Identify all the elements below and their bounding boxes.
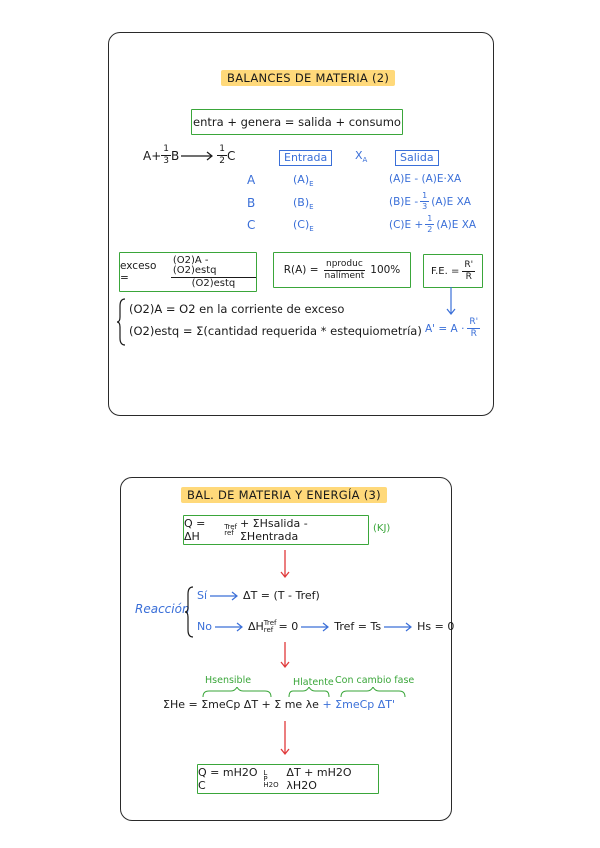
final-eq: Q = mH2O C [198, 766, 258, 792]
salida-coef [420, 192, 429, 211]
coef-num: 1 [427, 214, 433, 223]
salida-coef [425, 215, 434, 234]
a-prime-fraction [467, 318, 480, 339]
card-title [181, 484, 387, 503]
salida-pre: (C)E + [389, 218, 424, 231]
exceso-num: (O2)A - (O2)estq [171, 256, 256, 278]
label-cambio-fase [335, 675, 414, 686]
coef-num: 1 [219, 144, 225, 154]
no-eq1-indices [264, 620, 277, 633]
fe-box [423, 254, 483, 288]
brace-line-2 [129, 324, 422, 338]
rendimiento-fraction [323, 260, 367, 281]
entrada-sub: E [309, 225, 314, 234]
sum-eq-lhs: ΣHe = ΣmeCp ΔT + [163, 698, 271, 711]
salida-a [389, 173, 461, 185]
no-eq1-sub: ref [263, 625, 274, 634]
entrada-a [293, 173, 314, 188]
q-sup: Tref [224, 522, 237, 531]
reaccion-label-text: Reacción [135, 602, 190, 616]
red-down-arrow-icon [279, 642, 291, 670]
card-title [221, 67, 395, 86]
general-balance-text: entra + genera = salida + consumo [193, 115, 401, 129]
a-prime-eq [425, 318, 480, 339]
reaction-b: B [171, 148, 180, 163]
sum-eq-mid: Σ me λe [274, 698, 319, 711]
entrada-value: (A) [293, 173, 310, 186]
salida-pre: (B)E - [389, 195, 419, 208]
header-salida-text: Salida [400, 151, 434, 164]
header-x-text: X [355, 149, 363, 162]
fe-down-arrow-icon [445, 287, 457, 317]
reaction-arrow-icon [181, 151, 215, 161]
label-sensible [205, 675, 251, 686]
no-eq1: ΔH [247, 620, 264, 633]
q-sub: ref [224, 529, 234, 537]
final-equation-box [197, 764, 379, 794]
fe-num: R' [464, 259, 474, 270]
fe-lhs: F.E. = [430, 265, 460, 277]
reaction-c: C [226, 148, 236, 163]
header-x [355, 149, 367, 164]
label-sensible-text: Hsensible [205, 675, 252, 686]
species-label: B [247, 196, 256, 210]
no-eq3: Hs = 0 [417, 620, 455, 633]
coef-den: 3 [163, 156, 169, 166]
q-unit-text: (KJ) [373, 523, 391, 534]
header-salida [395, 150, 439, 166]
balances-materia-card [108, 32, 494, 416]
brace-line-2-text: (O2)estq = Σ(cantidad requerida * estequiometría) [129, 324, 422, 338]
coef-num: 1 [163, 144, 169, 154]
species-a [247, 173, 255, 187]
label-latente-text: Hlatente [293, 677, 334, 688]
entrada-sub: E [309, 203, 314, 212]
species-label: A [247, 173, 256, 187]
brace-line-1-text: (O2)A = O2 en la corriente de exceso [129, 302, 345, 316]
rendimiento-den: nalíment [324, 270, 365, 281]
entrada-b [293, 196, 314, 211]
q-equation-box [183, 515, 369, 545]
no-row [197, 620, 454, 633]
salida-b [389, 192, 471, 211]
no-eq1-sup: Tref [263, 619, 277, 628]
si-eq: ΔT = (T - Tref) [243, 589, 320, 602]
red-down-arrow-icon [279, 721, 291, 757]
coef-den: 3 [422, 202, 428, 211]
label-cambio-text: Con cambio fase [335, 675, 415, 686]
si-row [197, 589, 320, 602]
rendimiento-num: nproduc [325, 258, 363, 269]
general-balance-box [191, 109, 403, 135]
fe-fraction [462, 261, 475, 282]
a-prime-num: R' [469, 317, 479, 327]
si-label: Sí [197, 589, 208, 602]
title-highlight: BAL. DE MATERIA Y ENERGÍA (3) [181, 487, 387, 503]
species-b [247, 196, 255, 210]
reaccion-label [135, 602, 190, 616]
reaction-c-coef [217, 145, 227, 166]
a-prime-den: R [470, 329, 477, 339]
rendimiento-box [273, 252, 411, 288]
entrada-sub: E [309, 180, 314, 189]
q-eq: Q = ΔH [184, 517, 206, 543]
no-label: No [197, 620, 212, 633]
entrada-value: (C) [293, 218, 310, 231]
no-arrow-3-icon [384, 622, 414, 632]
reaction-b-coef [161, 145, 171, 166]
no-eq2: Tref = Ts [334, 620, 382, 633]
sum-eq-rhs: + ΣmeCp ΔT' [322, 698, 396, 711]
exceso-fraction [171, 256, 256, 289]
final-eq-indices [263, 770, 283, 789]
species-c [247, 218, 255, 232]
final-eq-sub: P H2O [263, 774, 279, 790]
coef-den: 2 [219, 156, 225, 166]
title-highlight: BALANCES DE MATERIA (2) [221, 70, 395, 86]
entrada-value: (B) [293, 196, 310, 209]
si-arrow-icon [210, 591, 240, 601]
a-prime-lhs: A' = A · [425, 322, 465, 335]
header-x-sub: A [362, 156, 368, 165]
reaccion-brace-icon [185, 586, 195, 638]
reaction-a: A+ [143, 148, 162, 163]
rendimiento-rhs: 100% [370, 264, 401, 276]
coef-den: 2 [427, 225, 433, 234]
sum-equation [163, 698, 395, 711]
salida-post: (A)E XA [431, 195, 471, 208]
q-rest: + ΣHsalida - ΣHentrada [239, 517, 308, 543]
red-down-arrow-icon [279, 550, 291, 580]
no-arrow-icon [215, 622, 245, 632]
header-entrada [279, 150, 332, 166]
exceso-box [119, 252, 257, 292]
final-eq-rest: ΔT + mH2O λH2O [286, 766, 352, 792]
species-label: C [247, 218, 256, 232]
exceso-den: (O2)estq [191, 277, 236, 289]
final-eq-sup: L [263, 768, 268, 777]
q-indices [224, 524, 237, 537]
rendimiento-lhs: R(A) = [283, 264, 319, 276]
salida-post: (A)E XA [436, 218, 477, 231]
fe-den: R [465, 271, 472, 282]
q-unit [373, 523, 390, 534]
reaction-equation [143, 145, 235, 166]
coef-num: 1 [422, 191, 428, 200]
brace-line-1 [129, 302, 344, 316]
exceso-lhs: exceso = [120, 260, 157, 284]
no-eq1-rest: = 0 [278, 620, 299, 633]
entrada-c [293, 218, 314, 233]
no-arrow-2-icon [301, 622, 331, 632]
salida-c [389, 215, 476, 234]
header-entrada-text: Entrada [284, 151, 328, 164]
salida-value: (A)E - (A)E·XA [389, 173, 462, 185]
brace-icon [117, 298, 127, 346]
bal-materia-energia-card [120, 477, 455, 821]
